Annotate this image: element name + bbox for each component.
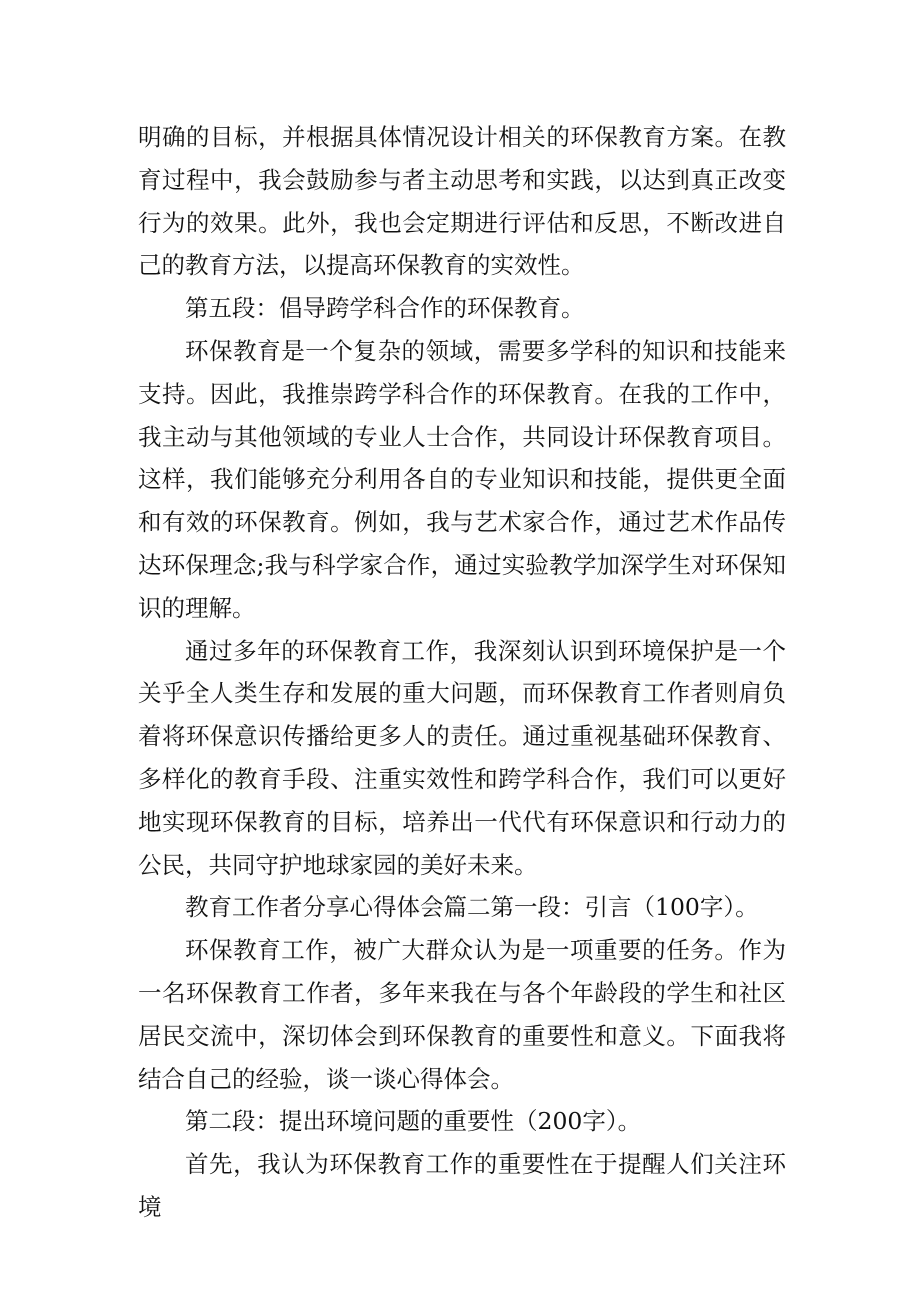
paragraph-2-heading: 第五段：倡导跨学科合作的环保教育。 [185, 294, 585, 323]
paragraph-7-heading: 第二段：提出环境问题的重要性（200字）。 [185, 1107, 642, 1136]
paragraph-3: 环保教育是一个复杂的领域，需要多学科的知识和技能来支持。因此，我推崇跨学科合作的环保教育。在我的工作中，我主动与其他领域的专业人士合作，共同设计环保教育项目。这样，我们能够充分利用各自的专业知识和技能，提供更全面和有效的环保教育。例如，我与艺术家合作，通过艺术作品传达环保理念;我与科学家合作，通过实验教学加深学生对环保知识的理解。 [138, 336, 786, 622]
document-body [138, 116, 786, 1229]
paragraph-6: 环保教育工作，被广大群众认为是一项重要的任务。作为一名环保教育工作者，多年来我在与各个年龄段的学生和社区居民交流中，深切体会到环保教育的重要性和意义。下面我将结合自己的经验，谈一谈心得体会。 [138, 936, 786, 1093]
paragraph-5-heading: 教育工作者分享心得体会篇二第一段：引言（100字）。 [185, 893, 759, 922]
paragraph-4: 通过多年的环保教育工作，我深刻认识到环境保护是一个关乎全人类生存和发展的重大问题，而环保教育工作者则肩负着将环保意识传播给更多人的责任。通过重视基础环保教育、多样化的教育手段、注重实效性和跨学科合作，我们可以更好地实现环保教育的目标，培养出一代代有环保意识和行动力的公民，共同守护地球家园的美好未来。 [138, 636, 786, 879]
paragraph-8: 首先，我认为环保教育工作的重要性在于提醒人们关注环境 [138, 1150, 786, 1221]
paragraph-1: 明确的目标，并根据具体情况设计相关的环保教育方案。在教育过程中，我会鼓励参与者主动思考和实践，以达到真正改变行为的效果。此外，我也会定期进行评估和反思，不断改进自己的教育方法，以提高环保教育的实效性。 [138, 123, 786, 280]
